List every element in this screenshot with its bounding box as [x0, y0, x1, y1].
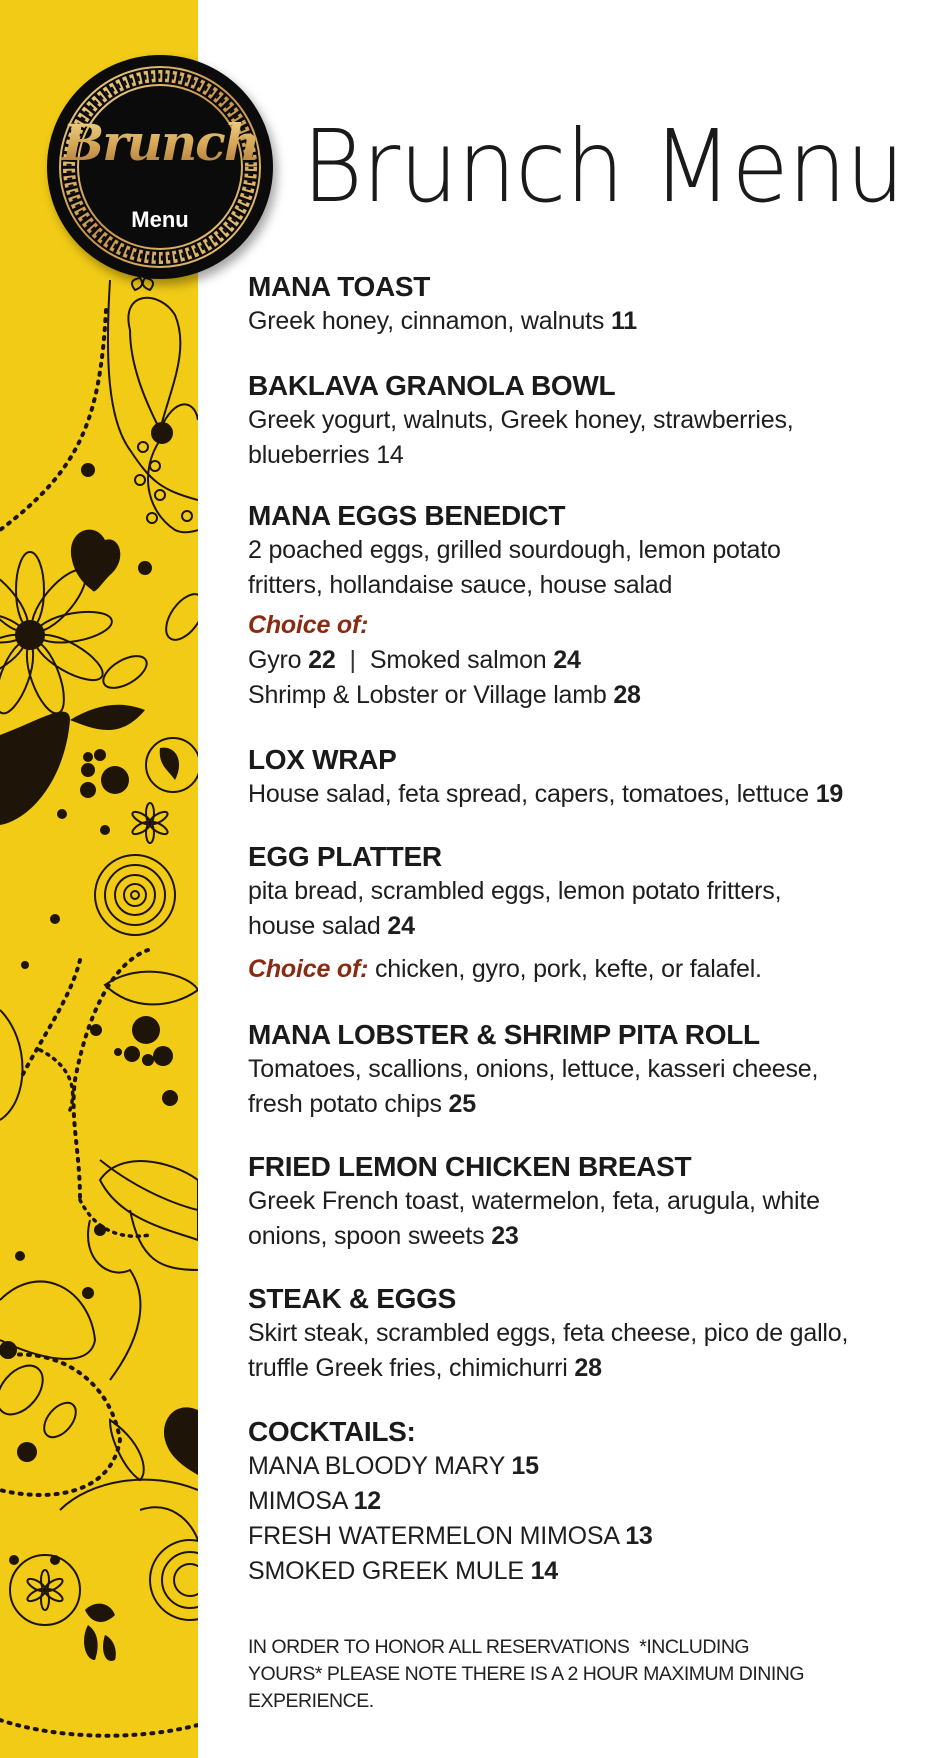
item-description: Greek yogurt, walnuts, Greek honey, strawberries,: [248, 406, 794, 434]
item-name: LOX WRAP: [248, 744, 397, 775]
cocktail-price: 15: [511, 1452, 539, 1480]
page-title: Brunch Menu: [302, 108, 904, 225]
choice-label: Choice of:: [248, 955, 369, 983]
item-description: Skirt steak, scrambled eggs, feta cheese, pico de gallo,: [248, 1319, 849, 1347]
item-price: 28: [574, 1354, 602, 1382]
menu-item-lobster-shrimp-pita-roll: [248, 1018, 818, 1122]
item-description: house salad 24: [248, 912, 415, 940]
note-line: YOURS* PLEASE NOTE THERE IS A 2 HOUR MAXIMUM DINING: [248, 1663, 805, 1685]
cocktail-item: FRESH WATERMELON MIMOSA 13: [248, 1522, 653, 1550]
cocktail-price: 14: [530, 1557, 558, 1585]
reservation-note: [248, 1634, 804, 1715]
item-description: onions, spoon sweets 23: [248, 1222, 519, 1250]
choice-options-row: Shrimp & Lobster or Village lamb 28: [248, 681, 641, 709]
item-description: pita bread, scrambled eggs, lemon potato fritters,: [248, 877, 782, 905]
menu-item-lox-wrap: [248, 743, 843, 812]
item-price: 23: [491, 1222, 519, 1250]
item-price: 24: [387, 912, 415, 940]
item-description: Greek honey, cinnamon, walnuts 11: [248, 307, 638, 335]
cocktails-section: [248, 1415, 653, 1589]
item-description: fresh potato chips 25: [248, 1090, 476, 1118]
item-name: MANA EGGS BENEDICT: [248, 500, 566, 531]
menu-item-mana-toast: [248, 270, 637, 339]
separator: |: [349, 646, 356, 674]
item-description: truffle Greek fries, chimichurri 28: [248, 1354, 602, 1382]
choice-row: Choice of: chicken, gyro, pork, kefte, or falafel.: [248, 955, 762, 983]
item-description: fritters, hollandaise sauce, house salad: [248, 571, 673, 599]
item-description: Greek French toast, watermelon, feta, arugula, white: [248, 1187, 820, 1215]
item-description: blueberries 14: [248, 441, 404, 469]
item-name: BAKLAVA GRANOLA BOWL: [248, 370, 616, 401]
item-name: FRIED LEMON CHICKEN BREAST: [248, 1151, 692, 1182]
note-line: IN ORDER TO HONOR ALL RESERVATIONS *INCLUDING: [248, 1636, 750, 1658]
logo-menu-label: Menu: [131, 207, 189, 232]
choice-label: Choice of:: [248, 611, 369, 639]
menu-item-mana-eggs-benedict: [248, 499, 781, 713]
menu-item-baklava-granola-bowl: [248, 369, 794, 473]
item-name: MANA TOAST: [248, 271, 431, 302]
item-description: 2 poached eggs, grilled sourdough, lemon potato: [248, 536, 781, 564]
item-description: Tomatoes, scallions, onions, lettuce, kasseri cheese,: [248, 1055, 819, 1083]
cocktail-item: MIMOSA 12: [248, 1487, 381, 1515]
menu-item-steak-eggs: [248, 1282, 848, 1386]
item-name: MANA LOBSTER & SHRIMP PITA ROLL: [248, 1019, 760, 1050]
item-price: 25: [448, 1090, 476, 1118]
cocktail-item: MANA BLOODY MARY 15: [248, 1452, 539, 1480]
item-price: 11: [610, 307, 638, 335]
menu-item-fried-lemon-chicken-breast: [248, 1150, 820, 1254]
logo-script-text: Brunch: [47, 113, 273, 172]
cocktails-heading: COCKTAILS:: [248, 1416, 416, 1447]
cocktail-price: 13: [625, 1522, 653, 1550]
item-name: EGG PLATTER: [248, 841, 442, 872]
choice-options-row: Gyro 22 | Smoked salmon 24: [248, 643, 781, 678]
item-name: STEAK & EGGS: [248, 1283, 456, 1314]
item-price: 19: [815, 780, 844, 808]
note-line: EXPERIENCE.: [248, 1690, 374, 1712]
brunch-logo-badge: [47, 55, 273, 279]
menu-item-egg-platter: [248, 840, 781, 987]
cocktail-item: SMOKED GREEK MULE 14: [248, 1557, 558, 1585]
item-description: House salad, feta spread, capers, tomatoes, lettuce 19: [248, 780, 844, 808]
cocktail-price: 12: [353, 1487, 381, 1515]
